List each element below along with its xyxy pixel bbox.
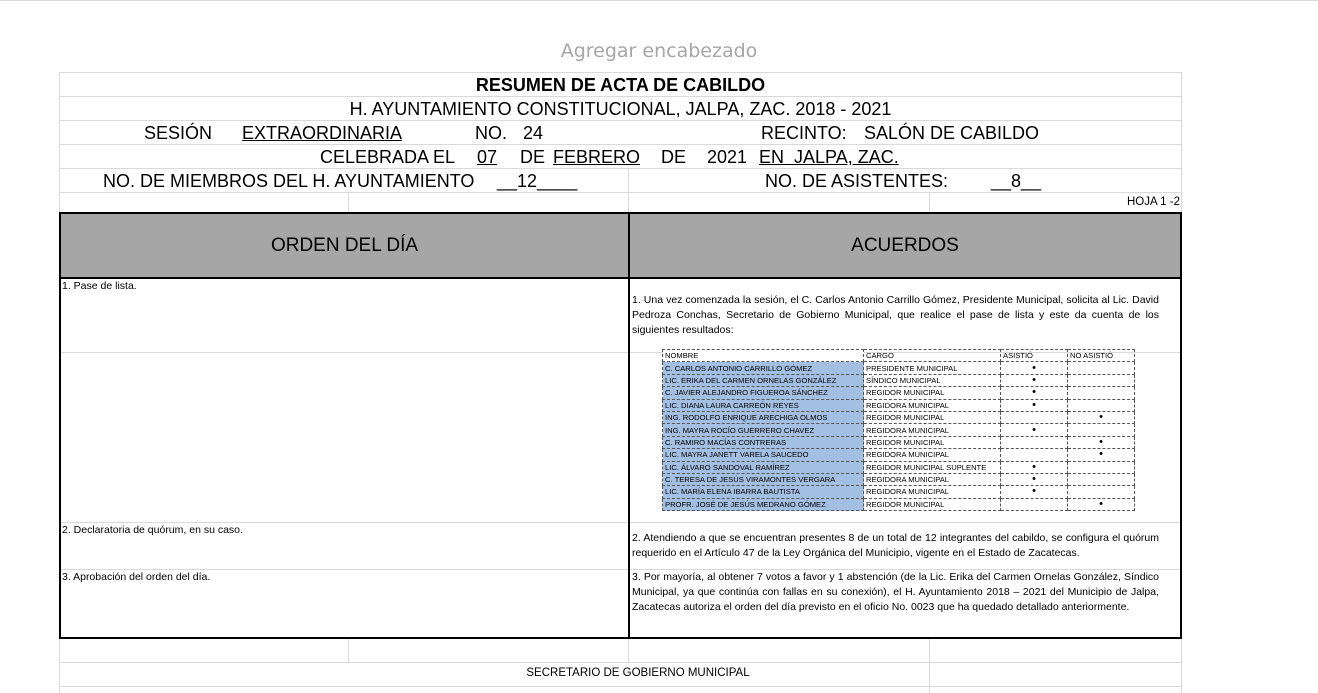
document-title: RESUMEN DE ACTA DE CABILDO [475,75,766,95]
attendance-row [663,461,1135,473]
held-label: CELEBRADA EL [320,147,456,167]
gridline [929,192,930,212]
present-mark: • [1001,424,1068,436]
present-mark: • [1001,387,1068,399]
attendance-table [662,349,1135,511]
gridline [348,638,349,662]
session-label: SESIÓN [144,123,213,143]
agreements-header: ACUERDOS [628,212,1182,279]
gridline [929,638,930,693]
absent-mark: • [1068,449,1135,461]
header-placeholder[interactable]: Agregar encabezado [560,40,758,62]
document-subtitle: H. AYUNTAMIENTO CONSTITUCIONAL, JALPA, ZAC. 2018 - 2021 [349,99,892,119]
member-role: REGIDORA MUNICIPAL [864,473,1001,485]
header-present: ASISTIÓ [1001,350,1068,362]
gridline [59,72,1182,73]
absent-mark: • [1068,436,1135,448]
members-label: NO. DE MIEMBROS DEL H. AYUNTAMIENTO [103,171,475,191]
member-name: ING. RODOLFO ENRIQUE ARECHIGA OLMOS [663,411,864,423]
gridline [59,168,1182,169]
present-mark [1001,436,1068,448]
absent-mark: • [1068,498,1135,510]
header-role: CARGO [864,350,1001,362]
held-month: FEBRERO [553,147,641,167]
attendance-row [663,362,1135,374]
held-de-1: DE [520,147,546,167]
gridline [59,120,1182,121]
gridline [59,144,1182,145]
gridline [59,686,1182,687]
absent-mark [1068,486,1135,498]
member-name: C. RAMIRO MACÍAS CONTRERAS [663,436,864,448]
member-name: LIC. MAYRA JANETT VARELA SAUCEDO [663,449,864,461]
attendance-row [663,374,1135,386]
member-role: SÍNDICO MUNICIPAL [864,374,1001,386]
member-role: REGIDOR MUNICIPAL [864,498,1001,510]
attendance-row [663,498,1135,510]
member-role: REGIDORA MUNICIPAL [864,449,1001,461]
held-day: 07 [477,147,498,167]
present-mark [1001,449,1068,461]
attendance-header-row [663,350,1135,362]
sheet-number: HOJA 1 -2 [1126,196,1180,208]
header-name: NOMBRE [663,350,864,362]
member-role: REGIDOR MUNICIPAL [864,436,1001,448]
agenda-item-2: 2. Declaratoria de quórum, en su caso. [62,524,243,536]
venue-label: RECINTO: [761,123,847,143]
absent-mark [1068,424,1135,436]
member-role: REGIDOR MUNICIPAL [864,387,1001,399]
absent-mark [1068,387,1135,399]
absent-mark: • [1068,411,1135,423]
attendance-row [663,486,1135,498]
absent-mark [1068,473,1135,485]
held-year: 2021 [707,147,748,167]
present-mark: • [1001,362,1068,374]
header-absent: NO ASISTIÓ [1068,350,1135,362]
member-role: REGIDORA MUNICIPAL [864,399,1001,411]
agenda-item-3: 3. Aprobación del orden del día. [62,571,211,583]
attendance-row [663,411,1135,423]
members-value: __12____ [497,171,578,191]
agreement-3: 3. Por mayoría, al obtener 7 votos a favor y 1 abstención (de la Lic. Erika del Carmen Ornelas González, Síndico Municipal, ya que continúa con fallas en su conexión), el H. Ayuntamiento 2018 – 2021 del Municipio de Jalpa, Zacatecas autoriza el orden del día previsto en el oficio No. 0023 que ha quedado detallado anteriormente. [632,571,1159,613]
absent-mark [1068,362,1135,374]
agenda-item-1: 1. Pase de lista. [62,280,137,292]
gridline [59,96,1182,97]
gridline [628,638,629,662]
present-mark: • [1001,461,1068,473]
gridline [348,192,349,212]
member-name: C. JAVIER ALEJANDRO FIGUEROA SÁNCHEZ [663,387,864,399]
window-top-border [0,0,1318,1]
member-role: REGIDORA MUNICIPAL [864,424,1001,436]
present-mark: • [1001,486,1068,498]
attendance-row [663,449,1135,461]
present-mark: • [1001,374,1068,386]
present-mark [1001,498,1068,510]
agenda-column-frame [59,277,630,639]
member-name: LIC. ÁLVARO SANDOVAL RAMÍREZ [663,461,864,473]
member-role: REGIDOR MUNICIPAL SUPLENTE [864,461,1001,473]
attendance-row [663,436,1135,448]
member-role: REGIDORA MUNICIPAL [864,486,1001,498]
absent-mark [1068,399,1135,411]
gridline [628,168,629,212]
number-value: 24 [523,123,544,143]
absent-mark [1068,374,1135,386]
session-value: EXTRAORDINARIA [242,123,403,143]
attendance-row [663,473,1135,485]
absent-mark [1068,461,1135,473]
agenda-header: ORDEN DEL DÍA [59,212,630,279]
held-place: EN JALPA, ZAC. [759,147,899,167]
attendance-row [663,399,1135,411]
gridline [59,192,1182,193]
held-de-2: DE [661,147,687,167]
attendees-label: NO. DE ASISTENTES: [765,171,949,191]
member-name: LIC. MARÍA ELENA IBARRA BAUTISTA [663,486,864,498]
present-mark: • [1001,473,1068,485]
member-name: C. CARLOS ANTONIO CARRILLO GÓMEZ [663,362,864,374]
present-mark [1001,411,1068,423]
number-label: NO. [475,123,508,143]
member-role: REGIDOR MUNICIPAL [864,411,1001,423]
footer-signature-title: SECRETARIO DE GOBIERNO MUNICIPAL [526,667,750,679]
member-name: LIC. DIANA LAURA CARREÓN REYES [663,399,864,411]
member-name: ING. MAYRA ROCÍO GUERRERO CHAVEZ [663,424,864,436]
venue-value: SALÓN DE CABILDO [864,123,1040,143]
spreadsheet-page [59,72,1182,693]
agreement-2: 2. Atendiendo a que se encuentran presentes 8 de un total de 12 integrantes del cabildo, se configura el quórum requerido en el Artículo 47 de la Ley Orgánica del Municipio, vigente en el Estado de Zacatecas. [632,532,1159,559]
member-role: PRESIDENTE MUNICIPAL [864,362,1001,374]
attendees-value: __8__ [991,171,1042,191]
member-name: C. TERESA DE JESÚS VIRAMONTES VERGARA [663,473,864,485]
attendance-row [663,387,1135,399]
present-mark: • [1001,399,1068,411]
attendance-row [663,424,1135,436]
member-name: PROFR. JOSÉ DE JESÚS MEDRANO GÓMEZ [663,498,864,510]
gridline [59,662,1182,663]
agreement-1: 1. Una vez comenzada la sesión, el C. Carlos Antonio Carrillo Gómez, Presidente Municipal, solicita al Lic. David Pedroza Conchas, Secretario de Gobierno Municipal, que realice el pase de lista y este da cuenta de los siguientes resultados: [632,294,1159,336]
member-name: LIC. ERIKA DEL CARMEN ORNELAS GONZÁLEZ [663,374,864,386]
